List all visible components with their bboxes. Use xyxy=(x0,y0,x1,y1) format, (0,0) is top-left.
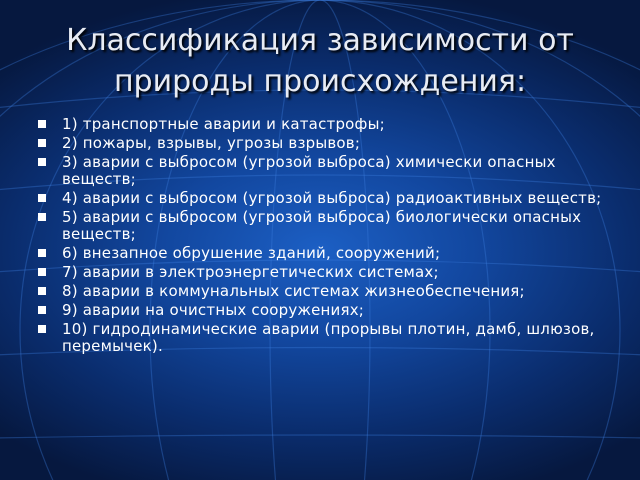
slide-title: Классификация зависимости от природы происхождения: xyxy=(66,23,574,99)
bullet-list xyxy=(38,116,618,357)
bullet-square-icon xyxy=(38,158,46,166)
list-item-text: 7) аварии в электроэнергетических системах; xyxy=(62,263,439,281)
list-item-text: 1) транспортные аварии и катастрофы; xyxy=(62,115,385,133)
list-item xyxy=(38,264,618,281)
list-item-text: 4) аварии с выбросом (угрозой выброса) радиоактивных веществ; xyxy=(62,189,602,207)
list-item xyxy=(38,135,618,152)
bullet-square-icon xyxy=(38,139,46,147)
bullet-square-icon xyxy=(38,268,46,276)
list-item-text: 5) аварии с выбросом (угрозой выброса) биологически опасных веществ; xyxy=(62,208,582,243)
list-item-text: 8) аварии в коммунальных системах жизнеобеспечения; xyxy=(62,282,525,300)
bullet-square-icon xyxy=(38,306,46,314)
bullet-square-icon xyxy=(38,120,46,128)
bullet-square-icon xyxy=(38,325,46,333)
list-item-text: 10) гидродинамические аварии (прорывы плотин, дамб, шлюзов, перемычек). xyxy=(62,320,595,355)
list-item xyxy=(38,116,618,133)
list-item-text: 9) аварии на очистных сооружениях; xyxy=(62,301,365,319)
list-item-text: 2) пожары, взрывы, угрозы взрывов; xyxy=(62,134,361,152)
list-item xyxy=(38,283,618,300)
list-item xyxy=(38,302,618,319)
bullet-square-icon xyxy=(38,287,46,295)
bullet-square-icon xyxy=(38,249,46,257)
list-item-text: 3) аварии с выбросом (угрозой выброса) химически опасных веществ; xyxy=(62,153,556,188)
list-item xyxy=(38,154,618,188)
bullet-square-icon xyxy=(38,194,46,202)
list-item xyxy=(38,190,618,207)
list-item xyxy=(38,209,618,243)
bullet-square-icon xyxy=(38,213,46,221)
list-item xyxy=(38,245,618,262)
list-item xyxy=(38,321,618,355)
list-item-text: 6) внезапное обрушение зданий, сооружений; xyxy=(62,244,441,262)
